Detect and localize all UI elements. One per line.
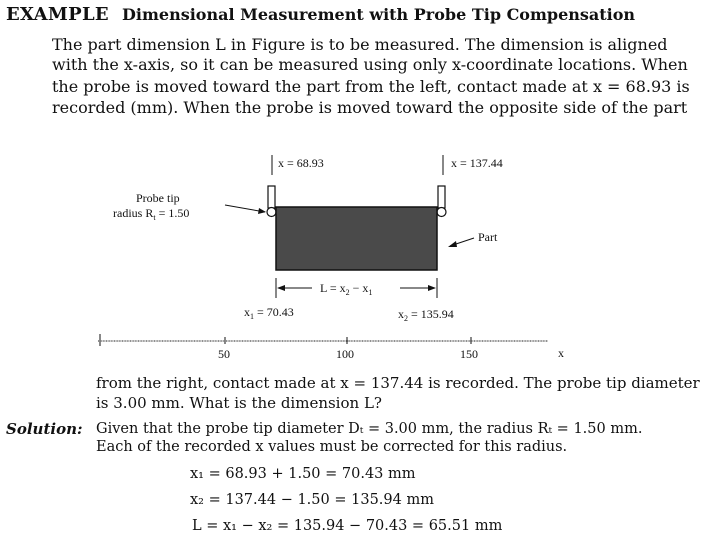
right-probe-stem (438, 186, 445, 208)
dimension-label: $L = x_2 - x_1$ (320, 281, 373, 297)
axis-tick-label-150: 150 (460, 347, 478, 361)
axis-tick-label-100: 100 (336, 347, 354, 361)
solution-line-2: Each of the recorded x values must be corrected for this radius. (96, 439, 568, 455)
part-leader (450, 238, 474, 246)
probe-tip-label-line1: Probe tip (136, 191, 180, 205)
probe-tip-arrowhead (258, 208, 266, 214)
x2-label: $x_2 = 135.94$ (398, 307, 454, 323)
intro-line-1: The part dimension L in Figure is to be measured. The dimension is aligned (52, 35, 668, 54)
example-label: EXAMPLE (6, 4, 109, 25)
part-label: Part (478, 230, 498, 244)
left-probe-stem (268, 186, 275, 208)
solution-label: Solution: (6, 420, 83, 438)
right-probe-tip (437, 208, 446, 217)
left-probe-label: x = 68.93 (278, 156, 324, 170)
part-block (276, 207, 437, 270)
x1-label: $x_1 = 70.43$ (244, 305, 294, 321)
equation-x1: x₁ = 68.93 + 1.50 = 70.43 mm (190, 466, 416, 482)
equation-L: L = x₁ − x₂ = 135.94 − 70.43 = 65.51 mm (192, 518, 503, 534)
axis-tick-label-50: 50 (218, 347, 230, 361)
left-probe-tip (267, 208, 276, 217)
dim-right-arrowhead (428, 285, 436, 291)
intro-line-2: with the x-axis, so it can be measured using only x-coordinate locations. When (52, 55, 688, 74)
part-arrowhead (448, 241, 457, 247)
axis-label-x: x (558, 346, 564, 360)
probe-tip-label-line2: radius $R_t = 1.50$ (113, 206, 190, 222)
intro-line-4: recorded (mm). When the probe is moved toward the opposite side of the part (52, 98, 688, 117)
continuation-line-1: from the right, contact made at x = 137.44 is recorded. The probe tip diameter (96, 374, 700, 392)
dim-left-arrowhead (277, 285, 285, 291)
equation-x2: x₂ = 137.44 − 1.50 = 135.94 mm (190, 492, 434, 508)
solution-line-1: Given that the probe tip diameter Dₜ = 3.00 mm, the radius Rₜ = 1.50 mm. (96, 421, 643, 437)
probe-tip-leader (225, 205, 265, 212)
right-probe-label: x = 137.44 (451, 156, 503, 170)
example-title: Dimensional Measurement with Probe Tip Compensation (122, 5, 636, 24)
continuation-line-2: is 3.00 mm. What is the dimension L? (96, 394, 382, 412)
intro-line-3: the probe is moved toward the part from the left, contact made at x = 68.93 is (52, 77, 690, 96)
